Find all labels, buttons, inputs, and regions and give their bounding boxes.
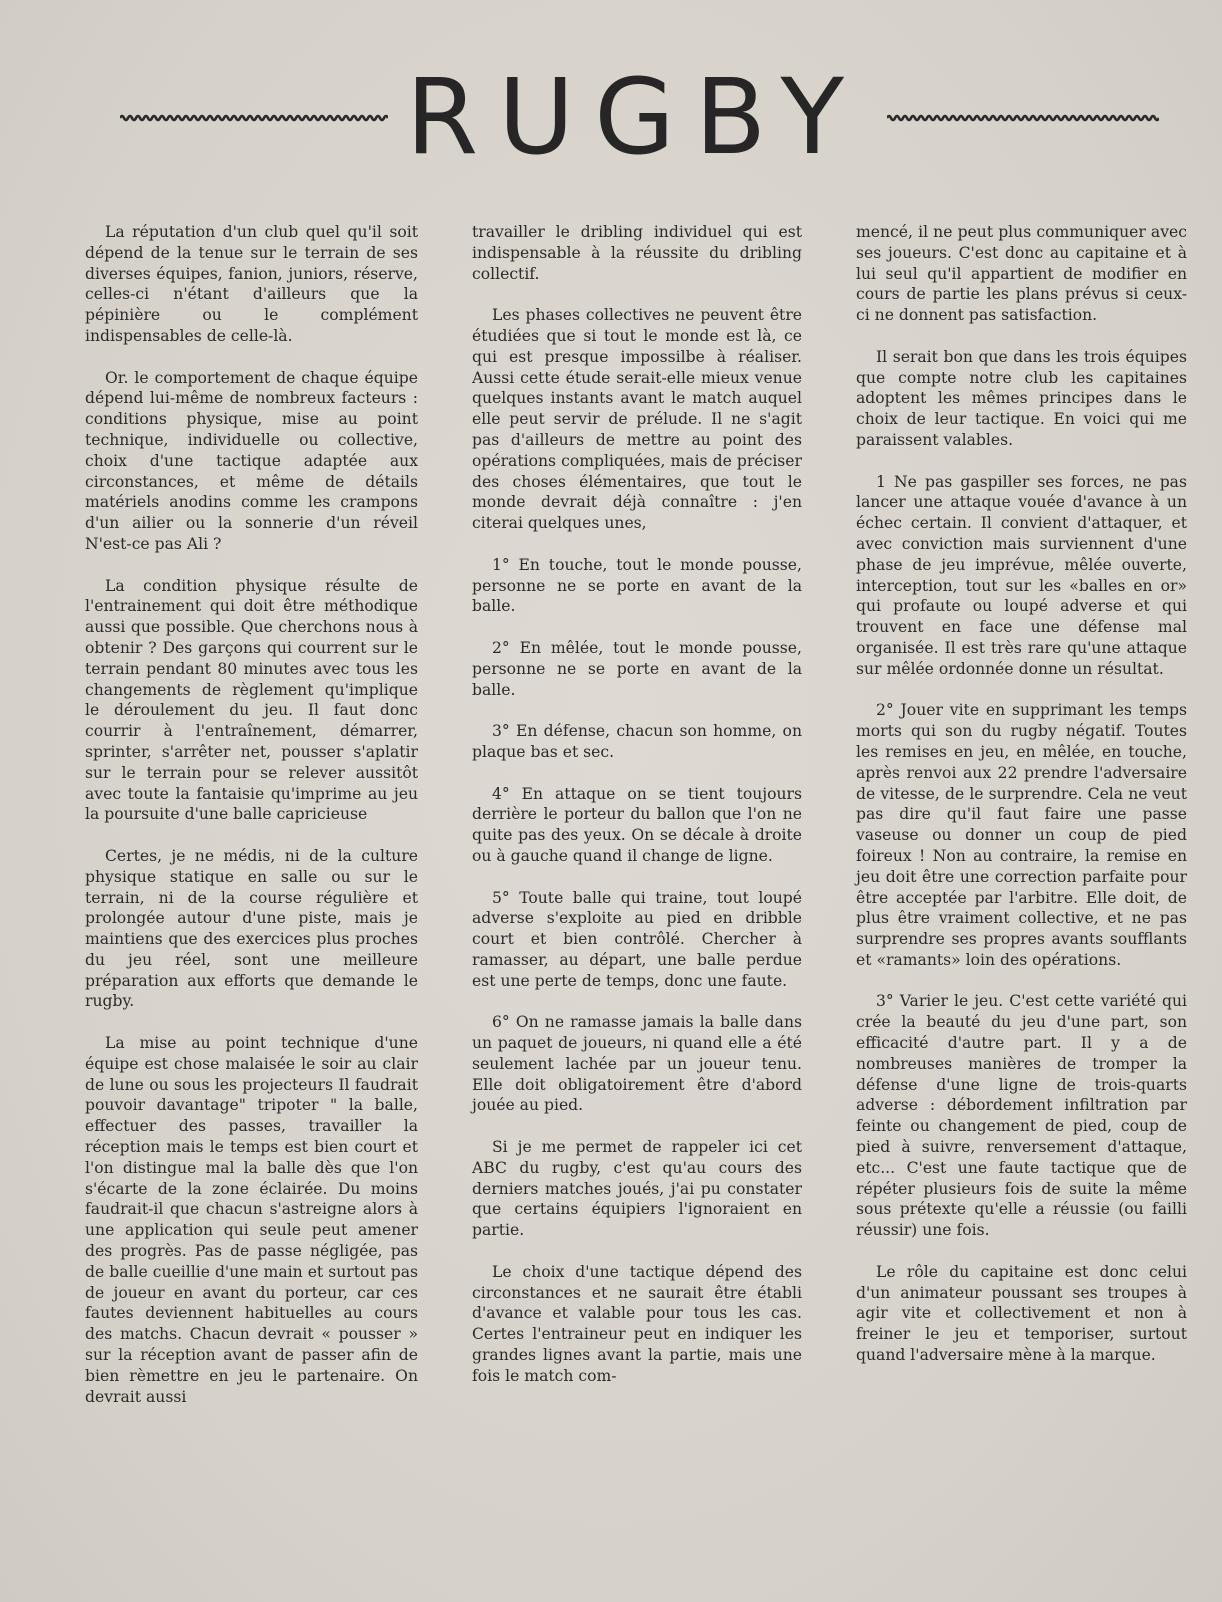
paragraph: 1° En touche, tout le monde pousse, personne ne se porte en avant de la balle. (472, 555, 802, 616)
paragraph: 3° Varier le jeu. C'est cette variété qui crée la beauté du jeu d'une part, son efficacité d'autre part. Il y a de nombreuses manières de tromper la défense d'une ligne de trois-quarts adverse : débordement infiltration par feinte ou changement de pied, coup de pied à suivre, renversement d'attaque, etc... C'est une faute tactique que de répéter plusieurs fois de suite la même sous prétexte qu'elle a réussie (ou failli réussir) une fois. (856, 992, 1187, 1240)
article-column-3 (856, 222, 1187, 1387)
article-column-1 (85, 222, 418, 1428)
paragraph: Certes, je ne médis, ni de la culture physique statique en salle ou sur le terrain, ni de la course régulière et prolongée autour d'une piste, mais je maintiens que des exercices plus proches du jeu réel, sont une meilleure préparation aux efforts que demande le rugby. (85, 846, 418, 1011)
paragraph: Le rôle du capitaine est donc celui d'un animateur poussant ses troupes à agir vite et collectivement et non à freiner le jeu et temporiser, surtout quand l'adversaire mène à la marque. (856, 1262, 1187, 1365)
paragraph: 3° En défense, chacun son homme, on plaque bas et sec. (472, 722, 802, 761)
paragraph: Les phases collectives ne peuvent être étudiées que si tout le monde est là, ce qui est presque impossilbe à réaliser. Aussi cette étude serait-elle mieux venue quelques instants avant le match auquel elle peut servir de prélude. Il ne s'agit pas d'ailleurs de mettre au point des opérations compliquées, mais de préciser des choses élémentaires, que tout le monde devrait déjà connaître : j'en citerai quelques unes, (472, 306, 802, 533)
paragraph: Il serait bon que dans les trois équipes que compte notre club les capitaines adoptent les mêmes principes dans le choix de leur tactique. En voici qui me paraissent valables. (856, 347, 1187, 449)
wavy-rule-right (887, 114, 1159, 122)
paragraph: La réputation d'un club quel qu'il soit dépend de la tenue sur le terrain de ses diverses équipes, fanion, juniors, réserve, celles-ci n'étant d'ailleurs que la pépinière ou le complément indispensables de celle-là. (85, 223, 418, 345)
page-title: RUGBY (405, 56, 865, 178)
paragraph: mencé, il ne peut plus communiquer avec ses joueurs. C'est donc au capitaine et à lui seul qu'il appartient de modifier en cours de partie les plans prévus si ceux-ci ne donnent pas satisfaction. (856, 223, 1187, 325)
paragraph: travailler le dribling individuel qui est indispensable à la réussite du dribling collectif. (472, 223, 802, 283)
paragraph: 2° Jouer vite en supprimant les temps morts qui son du rugby négatif. Toutes les remises en jeu, en mêlée, en touche, après renvoi aux 22 prendre l'adversaire de vitesse, de le surprendre. Cela ne veut pas dire qu'il faut faire une passe vaseuse ou donner un coup de pied foireux ! Non au contraire, la remise en jeu doit être une correction parfaite pour être acceptée par l'arbitre. Elle doit, de plus être vraiment collective, et ne pas surprendre ses propres avants soufflants et «ramants» loin des opérations. (856, 701, 1187, 969)
masthead (0, 56, 1222, 178)
article-column-2 (472, 222, 802, 1407)
wavy-rule-left (120, 114, 388, 122)
paragraph: La condition physique résulte de l'entrainement qui doit être méthodique aussi que possible. Que cherchons nous à obtenir ? Des garçons qui courrent sur le terrain pendant 80 minutes avec tous les changements de règlement qu'implique le déroulement du jeu. Il faut donc courrir à l'entraînement, démarrer, sprinter, s'arrêter net, pousser s'aplatir sur le terrain pour se relever aussitôt avec toute la fantaisie qu'imprime au jeu la poursuite d'une balle capricieuse (85, 576, 418, 824)
paragraph: La mise au point technique d'une équipe est chose malaisée le soir au clair de lune ou sous les projecteurs Il faudrait pouvoir davantage" tripoter " la balle, effectuer des passes, travailler la réception mais le temps est bien court et l'on distingue mal la balle dès que l'on s'écarte de la zone éclairée. Du moins faudrait-il que chacun s'astreigne alors à une application qui seule peut amener des progrès. Pas de passe négligée, pas de balle cueillie d'une main et surtout pas de joueur en avant du porteur, car ces fautes deviennent habituelles au cours des matchs. Chacun devrait « pousser » sur la réception avant de passer afin de bien rèmettre en jeu le partenaire. On devrait aussi (85, 1034, 418, 1406)
paragraph: Si je me permet de rappeler ici cet ABC du rugby, c'est qu'au cours des derniers matches joués, j'ai pu constater que certains équipiers l'ignoraient en partie. (472, 1138, 802, 1240)
paragraph: 4° En attaque on se tient toujours derrière le porteur du ballon que l'on ne quite pas des yeux. On se décale à droite ou à gauche quand il change de ligne. (472, 784, 802, 865)
paragraph: 1 Ne pas gaspiller ses forces, ne pas lancer une attaque vouée d'avance à un échec certain. Il convient d'attaquer, et avec conviction mais surviennent d'une phase de jeu imprévue, mêlée ouverte, interception, tout sur les «balles en or» qui profaute ou loupé adverse et qui trouvent en face une défense mal organisée. Il est très rare qu'une attaque sur mêlée ordonnée donne un résultat. (856, 472, 1187, 678)
paragraph: 6° On ne ramasse jamais la balle dans un paquet de joueurs, ni quand elle a été seulement lachée par un joueur tenu. Elle doit obligatoirement être d'abord jouée au pied. (472, 1013, 802, 1115)
paragraph: 2° En mêlée, tout le monde pousse, personne ne se porte en avant de la balle. (472, 638, 802, 699)
paragraph: 5° Toute balle qui traine, tout loupé adverse s'exploite au pied en dribble court et bien contrôlé. Chercher à ramasser, au départ, une balle perdue est une perte de temps, donc une faute. (472, 888, 802, 990)
paragraph: Or. le comportement de chaque équipe dépend lui-même de nombreux facteurs : conditions physique, mise au point technique, individuelle ou collective, choix d'une tactique adaptée aux circonstances, et même de détails matériels anodins comme les crampons d'un ailier ou la sonnerie d'un réveil N'est-ce pas Ali ? (85, 368, 418, 553)
paragraph: Le choix d'une tactique dépend des circonstances et ne saurait être établi d'avance et valable pour tous les cas. Certes l'entraineur peut en indiquer les grandes lignes avant la partie, mais une fois le match com- (472, 1262, 802, 1385)
